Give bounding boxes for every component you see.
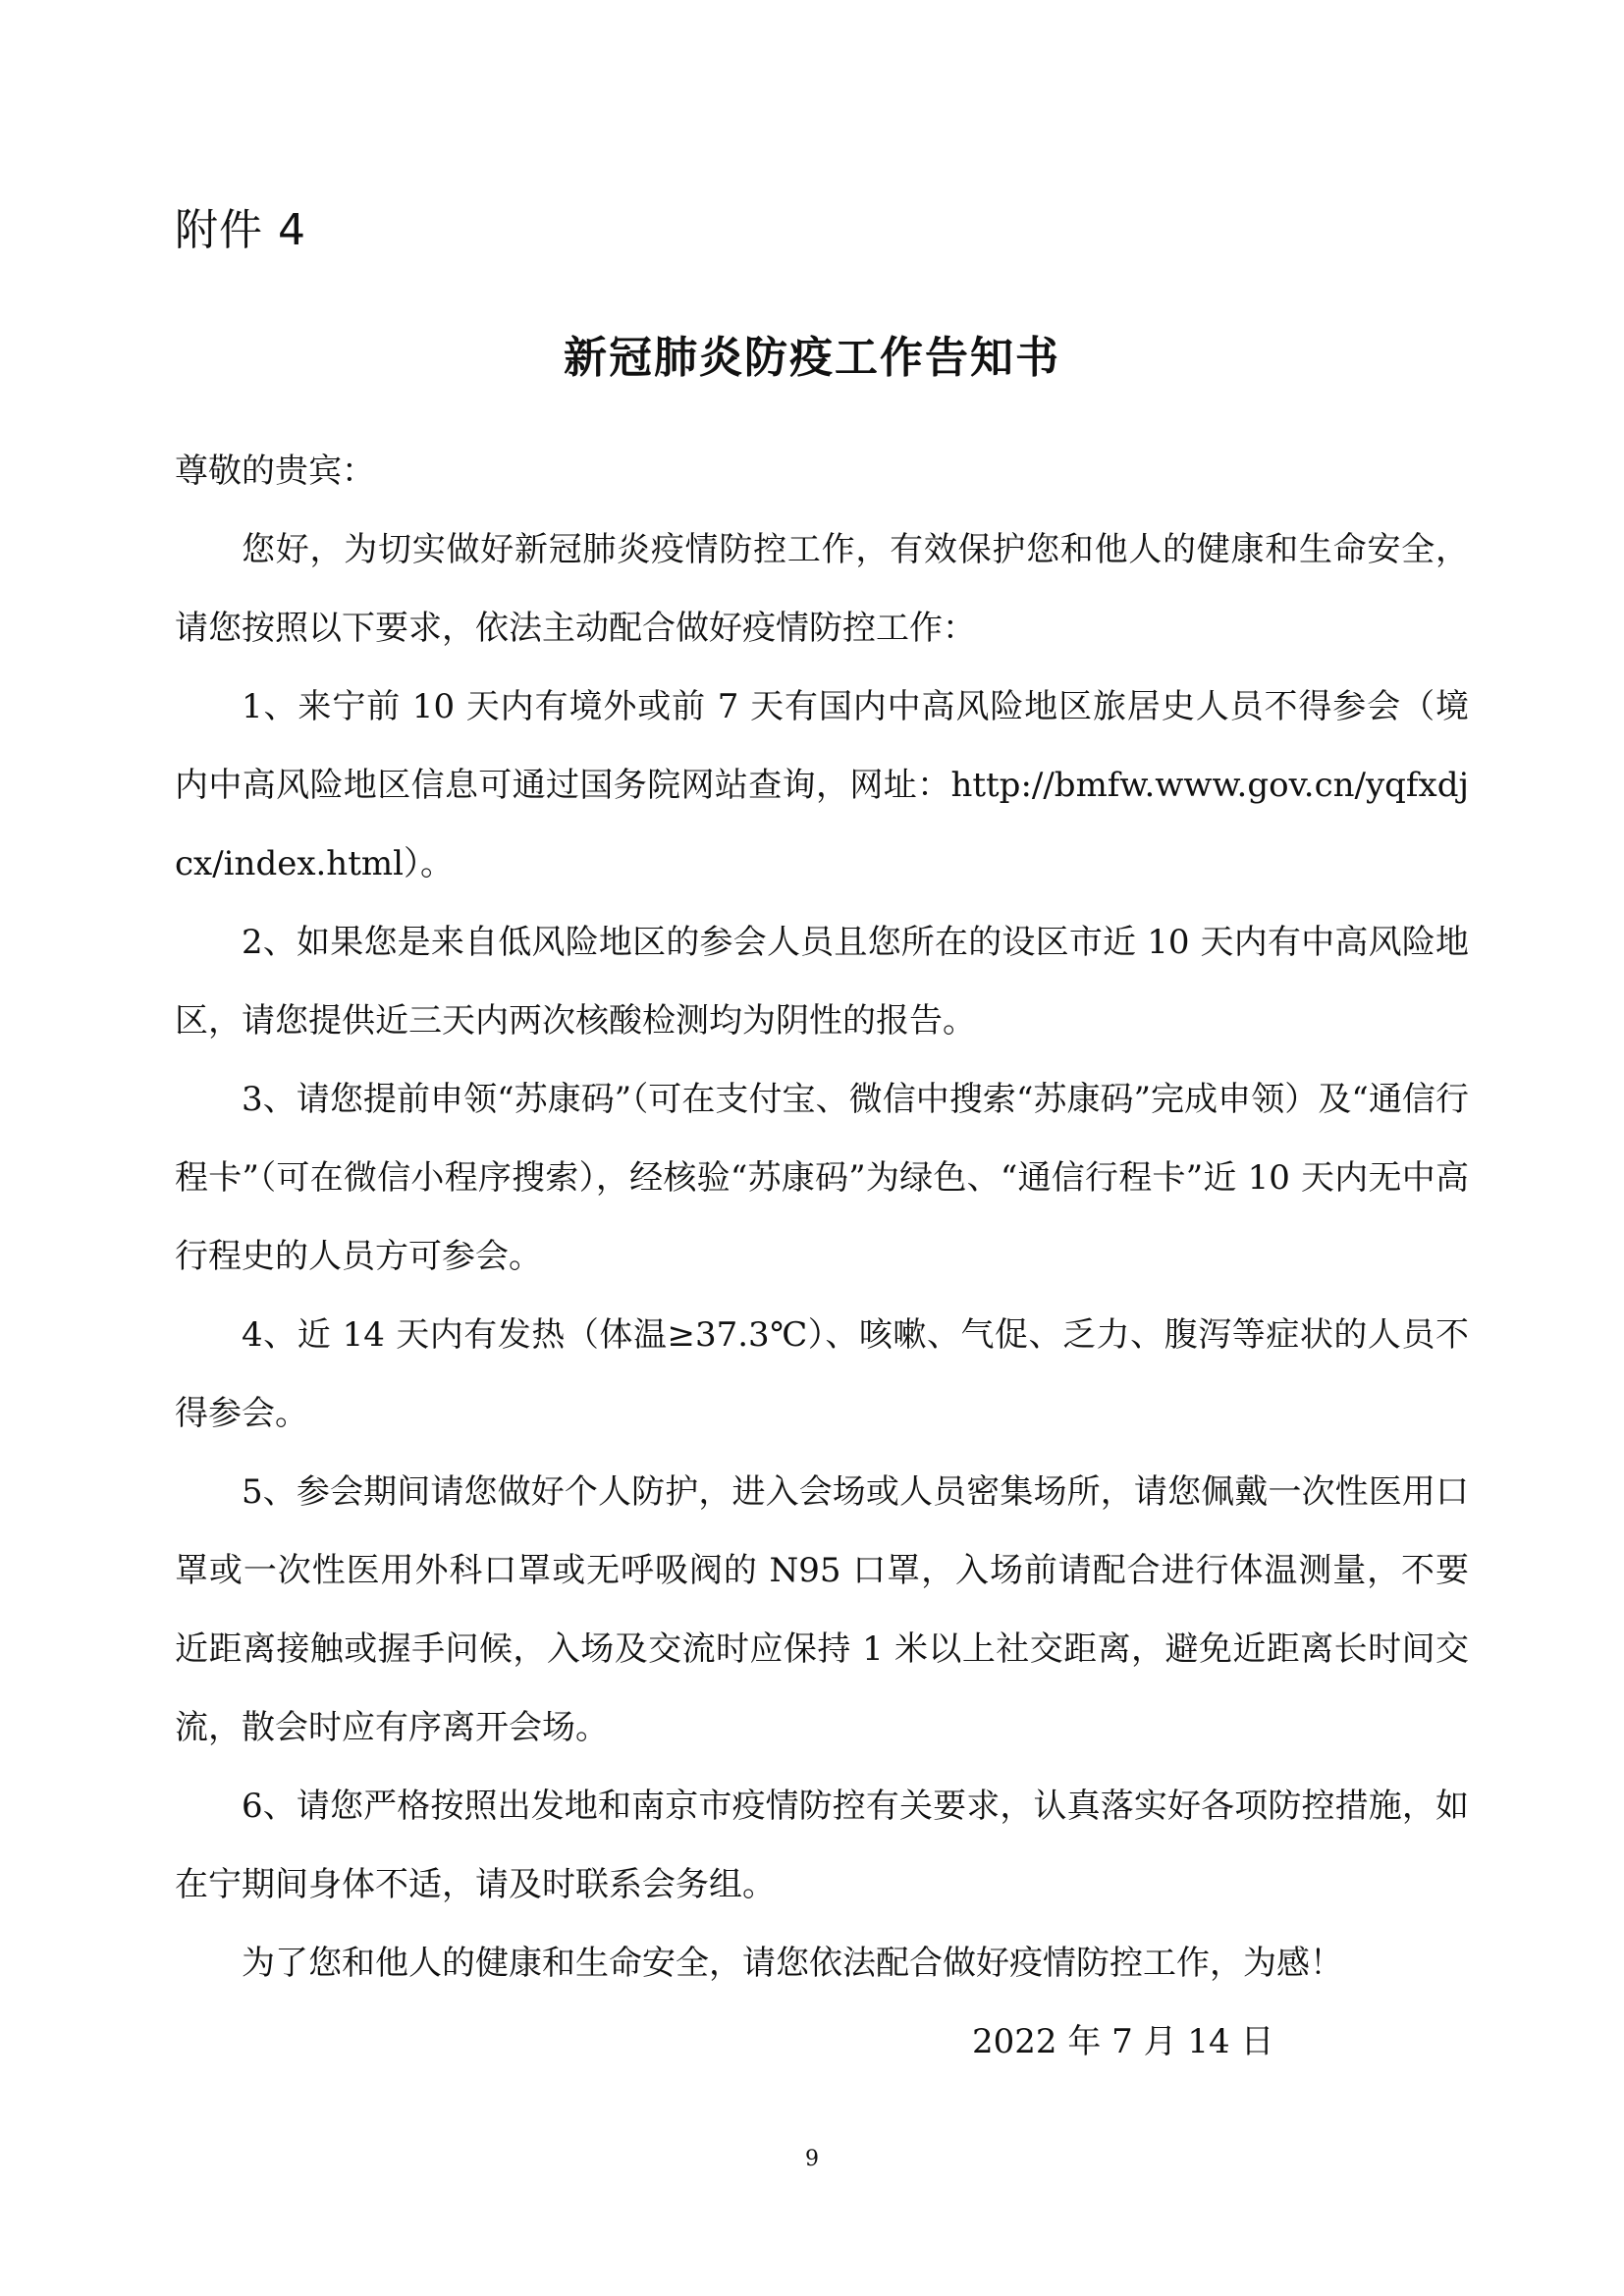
intro-paragraph: 您好，为切实做好新冠肺炎疫情防控工作，有效保护您和他人的健康和生命安全，请您按照以下要求，依法主动配合做好疫情防控工作： (175, 530, 1469, 648)
page-number: 9 (805, 2147, 819, 2171)
document-body (175, 432, 1469, 2081)
attachment-label: 附件 4 (175, 205, 306, 255)
requirement-item-6: 6、请您严格按照出发地和南京市疫情防控有关要求，认真落实好各项防控措施，如在宁期间身体不适，请及时联系会务组。 (175, 1787, 1469, 1904)
document-date: 2022 年 7 月 14 日 (972, 2022, 1274, 2061)
requirement-item-1: 1、来宁前 10 天内有境外或前 7 天有国内中高风险地区旅居史人员不得参会（境内中高风险地区信息可通过国务院网站查询，网址：http://bmfw.www.gov.cn/yqfxdjcx/index.html）。 (175, 687, 1469, 883)
requirement-item-3: 3、请您提前申领“苏康码”（可在支付宝、微信中搜索“苏康码”完成申领）及“通信行程卡”（可在微信小程序搜索），经核验“苏康码”为绿色、“通信行程卡”近 10 天内无中高行程史的人员方可参会。 (175, 1080, 1469, 1276)
requirement-item-4: 4、近 14 天内有发热（体温≥37.3℃）、咳嗽、气促、乏力、腹泻等症状的人员不得参会。 (175, 1315, 1469, 1433)
requirement-item-2: 2、如果您是来自低风险地区的参会人员且您所在的设区市近 10 天内有中高风险地区，请您提供近三天内两次核酸检测均为阴性的报告。 (175, 923, 1469, 1041)
closing-paragraph: 为了您和他人的健康和生命安全，请您依法配合做好疫情防控工作，为感！ (242, 1944, 1343, 1983)
document-title: 新冠肺炎防疫工作告知书 (564, 333, 1060, 383)
requirement-item-5: 5、参会期间请您做好个人防护，进入会场或人员密集场所，请您佩戴一次性医用口罩或一次性医用外科口罩或无呼吸阀的 N95 口罩，入场前请配合进行体温测量，不要近距离接触或握手问候，入场及交流时应保持 1 米以上社交距离，避免近距离长时间交流，散会时应有序离开会场。 (175, 1472, 1469, 1747)
salutation: 尊敬的贵宾： (175, 452, 375, 491)
